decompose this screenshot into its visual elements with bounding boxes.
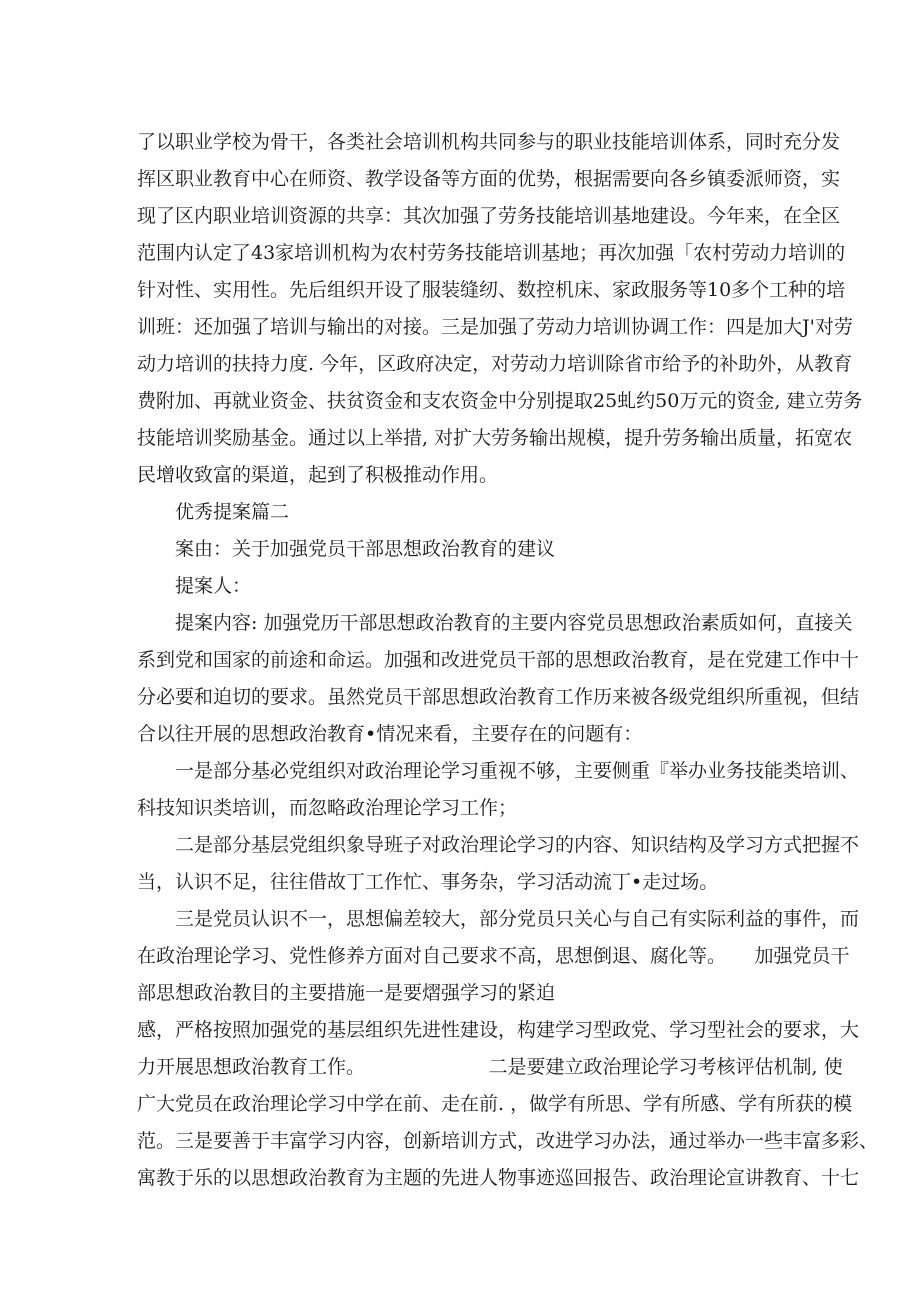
body-text-line: 一是部分基必党组织对政治理论学习重视不够，主要侧重『举办业务技能类培训、 <box>175 760 860 782</box>
section-heading: 优秀提案篇二 <box>175 501 290 523</box>
body-text-line: 范。三是要善于丰富学习内容，创新培训方式，改进学习办法，通过举办一些丰富多彩、 <box>137 1130 879 1152</box>
body-text-line: 针对性、实用性。先后组织开设了服装缝纫、数控机床、家政服务等10多个工种的培 <box>137 279 846 301</box>
body-text-line: 民增收致富的渠道，起到了积极推动作用。 <box>137 464 499 486</box>
body-text-line: 三是党员认识不一，思想偏差较大，部分党员只关心与自己有实际利益的事件，而 <box>175 908 860 930</box>
body-text-line: 二是部分基层党组织象导班子对政治理论学习的内容、知识结构及学习方式把握不 <box>175 834 860 856</box>
body-text-line: 现了区内职业培训资源的共享：其次加强了劳务技能培训基地建设。今年来，在全区 <box>137 205 841 227</box>
body-text-line: 了以职业学校为骨干，各类社会培训机构共同参与的职业技能培训体系，同时充分发 <box>137 131 841 153</box>
body-text-line: 提案内容: 加强党历干部思想政治教育的主要内容党员思想政治素质如何，直接关 <box>175 612 853 634</box>
body-text-line: 挥区职业教育中心在师资、教学设备等方面的优势，根据需要向各乡镇委派师资，实 <box>137 168 841 190</box>
body-text-line: 寓教于乐的以思想政治教育为主题的先进人物事迹巡回报告、政治理论宣讲教育、十七 <box>137 1167 860 1189</box>
body-text-line: 费附加、再就业资金、扶贫资金和支农资金中分别提取25虬约50万元的资金, 建立劳务 <box>137 390 863 412</box>
body-text-line: 动力培训的扶持力度. 今年，区政府决定，对劳动力培训除省市给予的补助外，从教育 <box>137 353 853 375</box>
body-text-line: 分必要和迫切的要求。虽然党员干部思想政治教育工作历来被各级党组织所重视，但结 <box>137 686 860 708</box>
body-text-line: 在政治理论学习、党性修养方面对自己要求不高，思想倒退、腐化等。 加强党员干 <box>137 945 850 967</box>
body-text-line: 感，严格按照加强党的基层组织先进性建设，构建学习型政党、学习型社会的要求，大 <box>137 1019 860 1041</box>
case-reason: 案由：关于加强党员干部思想政治教育的建议 <box>175 538 556 560</box>
body-text-line: 系到党和国家的前途和命运。加强和改进党员干部的思想政治教育，是在党建工作中十 <box>137 649 860 671</box>
body-text-line: 合以往开展的思想政治教育•情况来看，主要存在的问题有： <box>137 723 643 745</box>
body-text-line: 当，认识不足，往往借故丁工作忙、事务杂，学习活动流丁•走过场。 <box>137 871 719 893</box>
body-text-line: 技能培训奖励基金。通过以上举措, 对扩大劳务输出规模，提升劳务输出质量，拓宽农 <box>137 427 853 449</box>
body-text-line: 力开展思想政治教育工作。 二是要建立政治理论学习考核评估机制, 使 <box>137 1056 843 1078</box>
proposer: 提案人： <box>175 575 252 597</box>
body-text-line: 部思想政治教目的主要措施一是要熠强学习的紧迫 <box>137 982 556 1004</box>
body-text-line: 范围内认定了43家培训机构为农村劳务技能培训基地；再次加强「农村劳动力培训的 <box>137 242 846 264</box>
body-text-line: 科技知识类培训，而忽略政治理论学习工作； <box>137 797 518 819</box>
body-text-line: 训班：还加强了培训与输出的对接。三是加强了劳动力培训协调工作：四是加大J'对劳 <box>137 316 853 338</box>
body-text-line: 广大党员在政治理论学习中学在前、走在前. ，做学有所思、学有所感、学有所获的模 <box>137 1093 853 1115</box>
